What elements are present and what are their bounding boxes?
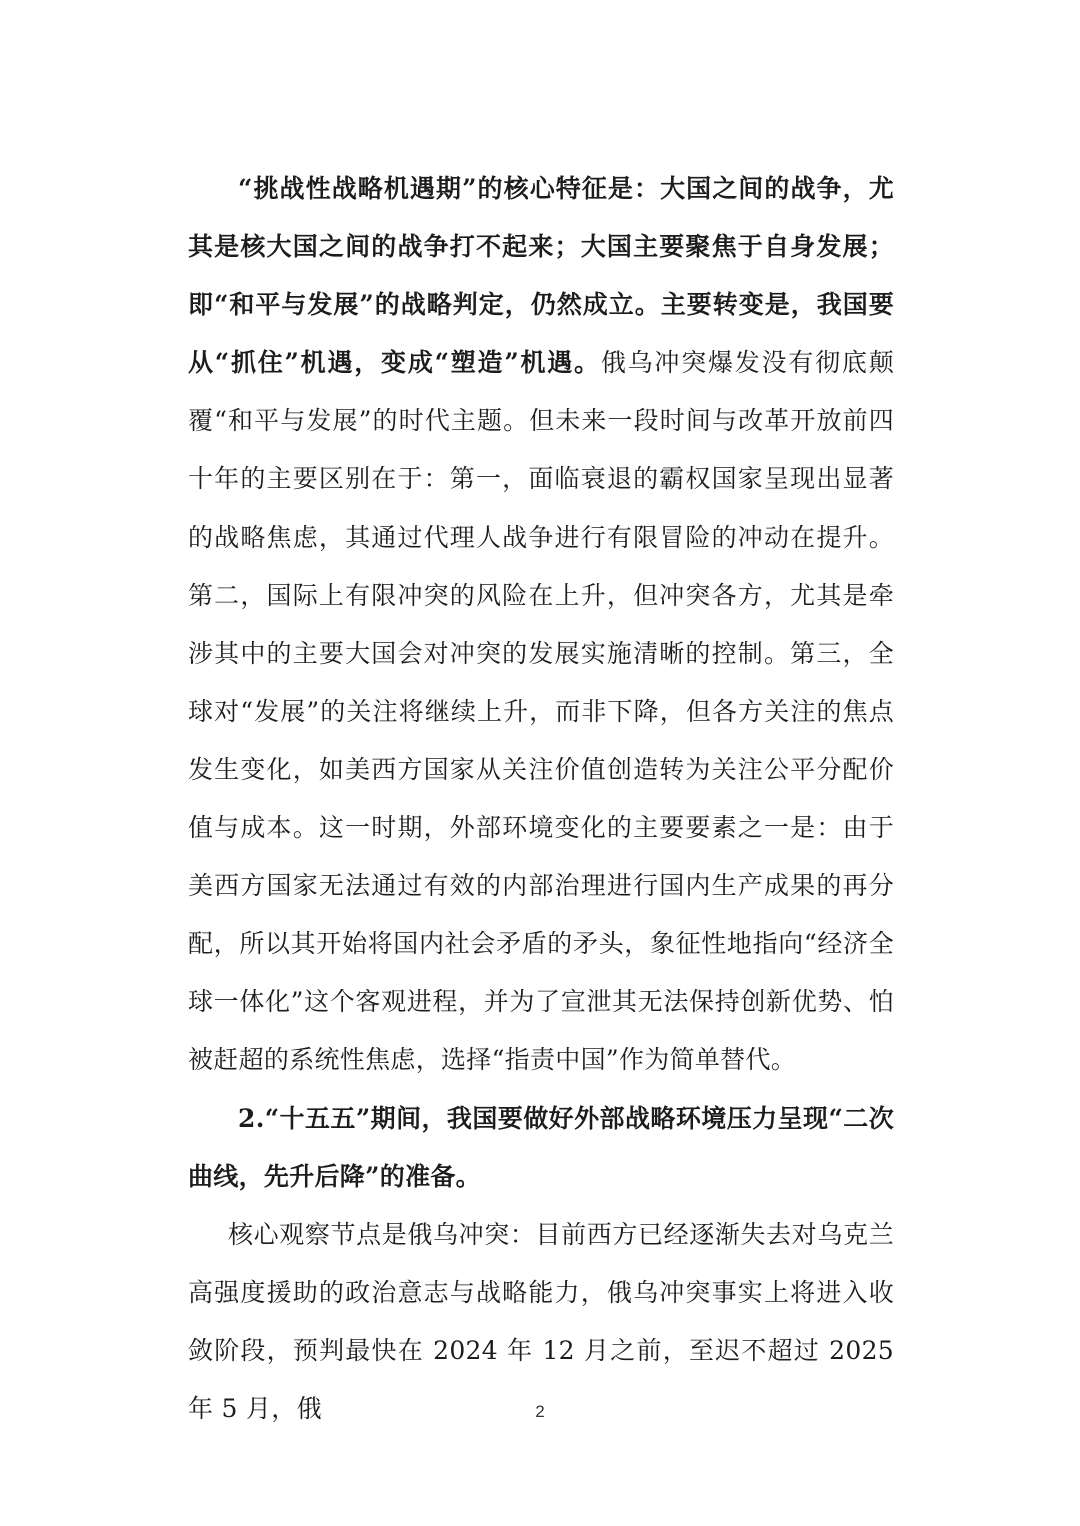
paragraph-1-run-2: 主要转变是，我国要从“抓住”机遇，变成“塑造”机遇。 [188,290,894,378]
paragraph-1-run-1: “挑战性战略机遇期”的核心特征是：大国之间的战争，尤其是核大国之间的战争打不起来；大国主要聚焦于自身发展；即“和平与发展”的战略判定，仍然成立。 [188,174,894,320]
section-heading-2: 2.“十五五”期间，我国要做好外部战略环境压力呈现“二次曲线，先升后降”的准备。 [188,1103,894,1191]
paragraph-core-observation: 核心观察节点是俄乌冲突：目前西方已经逐渐失去对乌克兰高强度援助的政治意志与战略能力，俄乌冲突事实上将进入收敛阶段，预判最快在 2024 年 12 月之前，至迟不超过 2025 年 5 月，俄 [188,1219,894,1423]
paragraph-strategic-opportunity [188,160,894,1090]
page-number: 2 [535,1402,545,1421]
body-text [188,160,894,1438]
paragraph-1-run-3: 俄乌冲突爆发没有彻底颠覆“和平与发展”的时代主题。但未来一段时间与改革开放前四十年的主要区别在于：第一，面临衰退的霸权国家呈现出显著的战略焦虑，其通过代理人战争进行有限冒险的冲动在提升。第二，国际上有限冲突的风险在上升，但冲突各方，尤其是牵涉其中的主要大国会对冲突的发展实施清晰的控制。第三，全球对“发展”的关注将继续上升，而非下降，但各方关注的焦点发生变化，如美西方国家从关注价值创造转为关注公平分配价值与成本。这一时期，外部环境变化的主要要素之一是：由于美西方国家无法通过有效的内部治理进行国内生产成果的再分配，所以其开始将国内社会矛盾的矛头，象征性地指向“经济全球一体化”这个客观进程，并为了宣泄其无法保持创新优势、怕被赶超的系统性焦虑，选择“指责中国”作为简单替代。 [188,348,894,1075]
